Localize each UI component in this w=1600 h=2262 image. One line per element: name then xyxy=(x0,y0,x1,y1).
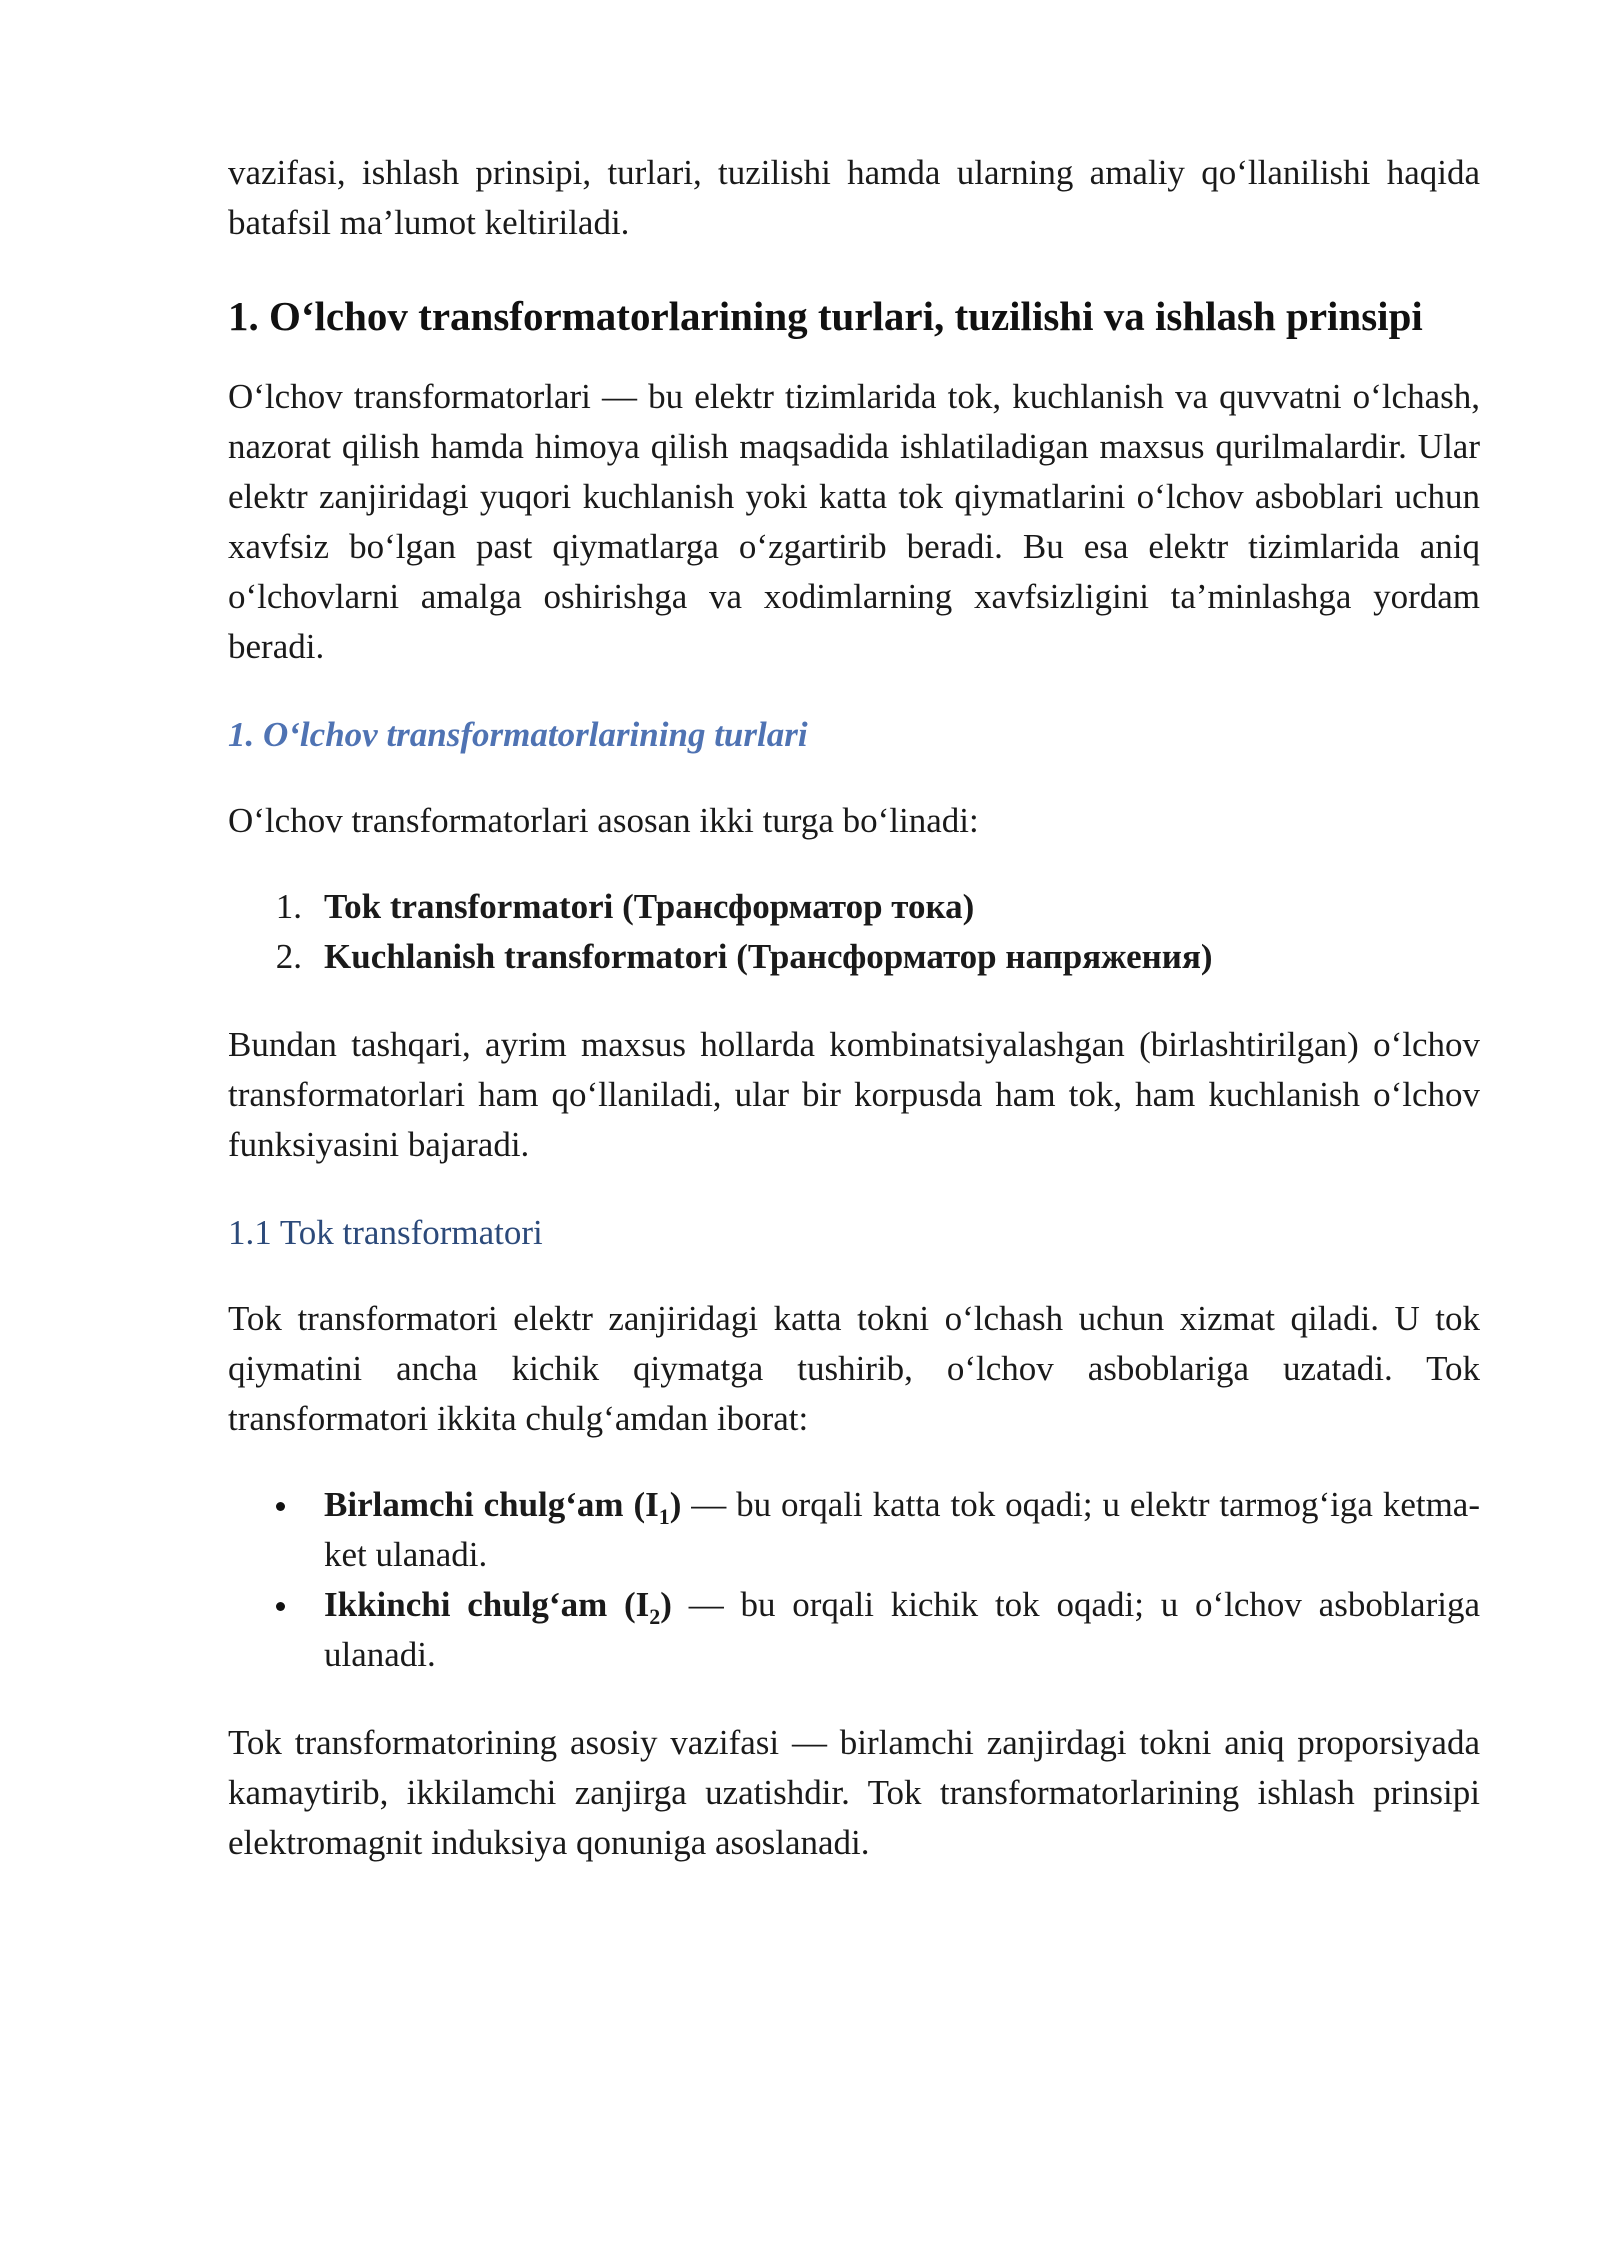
types-list xyxy=(228,882,1480,982)
windings-list xyxy=(228,1480,1480,1680)
types-intro: O‘lchov transformatorlari asosan ikki turga bo‘linadi: xyxy=(228,801,979,840)
section-heading: 1. O‘lchov transformatorlarining turlari, tuzilishi va ishlash prinsipi xyxy=(228,293,1423,339)
term: Ikkinchi chulg‘am $(I_2)$ xyxy=(324,1585,672,1629)
subsection-heading-current: 1.1 Tok transformatori xyxy=(228,1213,543,1252)
list-item xyxy=(228,932,1480,982)
bullet-icon xyxy=(228,1480,324,1580)
list-number: 1. xyxy=(275,887,302,926)
list-text: Tok transformatori (Трансформатор тока) xyxy=(324,887,975,926)
current-paragraph: Tok transformatori elektr zanjiridagi katta tokni o‘lchash uchun xizmat qiladi. U tok qiymatini ancha kichik qiymatga tushirib, o‘lchov asboblariga uzatadi. Tok transformatori ikkita chulg‘amdan iborat: xyxy=(228,1299,1480,1438)
description: — bu orqali katta tok oqadi; u elektr tarmog‘iga ketma-ket ulanadi. xyxy=(324,1485,1480,1574)
list-item xyxy=(228,882,1480,932)
subsection-heading-types: 1. O‘lchov transformatorlarining turlari xyxy=(228,715,808,754)
list-text: Kuchlanish transformatori (Трансформатор напряжения) xyxy=(324,937,1213,976)
term: Birlamchi chulg‘am $(I_1)$ xyxy=(324,1485,682,1529)
description: — bu orqali kichik tok oqadi; u o‘lchov asboblariga ulanadi. xyxy=(324,1585,1480,1674)
bullet-icon xyxy=(228,1580,324,1680)
types-after-paragraph: Bundan tashqari, ayrim maxsus hollarda kombinatsiyalashgan (birlashtirilgan) o‘lchov transformatorlari ham qo‘llaniladi, ular bir korpusda ham tok, ham kuchlanish o‘lchov funksiyasini bajaradi. xyxy=(228,1025,1480,1164)
section-paragraph: O‘lchov transformatorlari — bu elektr tizimlarida tok, kuchlanish va quvvatni o‘lchash, nazorat qilish hamda himoya qilish maqsadida ishlatiladigan maxsus qurilmalardir. Ular elektr zanjiridagi yuqori kuchlanish yoki katta tok qiymatlarini o‘lchov asboblari uchun xavfsiz bo‘lgan past qiymatlarga o‘zgartirib beradi. Bu esa elektr tizimlarida aniq o‘lchovlarni amalga oshirishga va xodimlarning xavfsizligini ta’minlashga yordam beradi. xyxy=(228,377,1480,666)
list-content xyxy=(324,1480,1480,1580)
list-content xyxy=(324,1580,1480,1680)
list-item xyxy=(228,1580,1480,1680)
intro-continuation: vazifasi, ishlash prinsipi, turlari, tuzilishi hamda ularning amaliy qo‘llanilishi haqida batafsil ma’lumot keltiriladi. xyxy=(228,153,1480,242)
list-item xyxy=(228,1480,1480,1580)
list-number: 2. xyxy=(275,937,302,976)
closing-paragraph: Tok transformatorining asosiy vazifasi — birlamchi zanjirdagi tokni aniq proporsiyada kamaytirib, ikkilamchi zanjirga uzatishdir. Tok transformatorlarining ishlash prinsipi elektromagnit induksiya qonuniga asoslanadi. xyxy=(228,1723,1480,1862)
